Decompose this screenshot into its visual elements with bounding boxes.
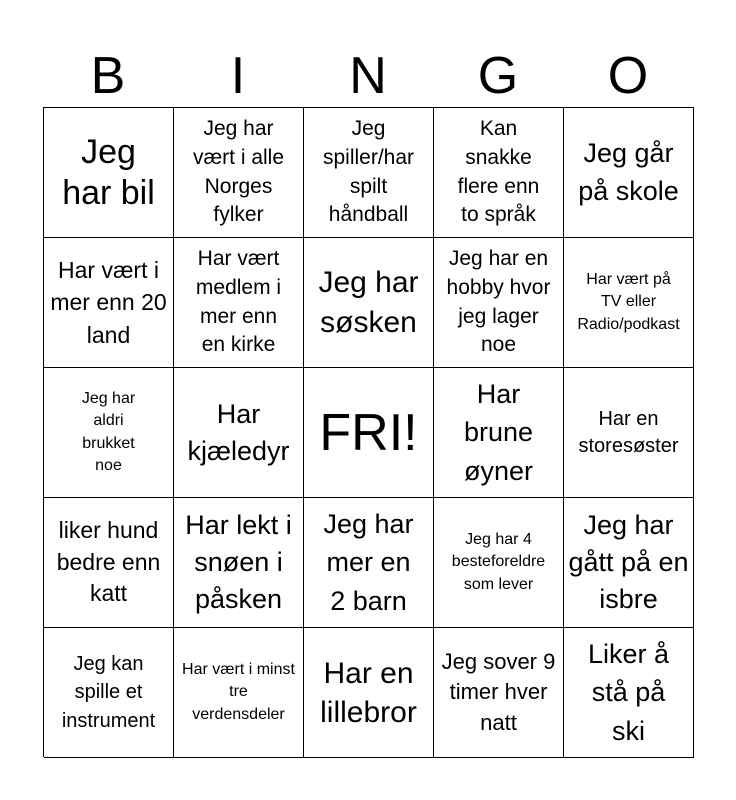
bingo-cell[interactable] <box>304 498 434 628</box>
bingo-cell[interactable] <box>564 238 694 368</box>
cell-text: Har vært medlem i mer enn en kirke <box>195 246 282 357</box>
cell-text: Jeg har mer en 2 barn <box>323 509 414 616</box>
bingo-cell[interactable] <box>174 628 304 758</box>
cell-text: Jeg har gått på en isbre <box>568 509 689 615</box>
cell-text: Har brune øyner <box>463 379 534 486</box>
bingo-cell[interactable] <box>44 498 174 628</box>
cell-text: Har en lillebror <box>320 656 417 729</box>
bingo-cell[interactable] <box>44 108 174 238</box>
bingo-cell[interactable] <box>44 238 174 368</box>
bingo-cell[interactable] <box>434 238 564 368</box>
cell-text: Jeg spiller/har spilt håndball <box>322 116 415 227</box>
cell-text: Jeg har søsken <box>318 265 419 339</box>
bingo-cell[interactable] <box>564 498 694 628</box>
cell-text: Jeg har bil <box>62 133 155 212</box>
cell-text: Jeg kan spille et instrument <box>61 652 156 732</box>
bingo-cell[interactable] <box>304 628 434 758</box>
bingo-cell[interactable] <box>44 368 174 498</box>
bingo-cell[interactable] <box>564 108 694 238</box>
cell-text: Har vært i mer enn 20 land <box>50 257 167 348</box>
bingo-cell[interactable] <box>434 498 564 628</box>
cell-text: Jeg har vært i alle Norges fylker <box>192 116 285 227</box>
bingo-cell-free[interactable] <box>304 368 434 498</box>
header-letter-g: G <box>477 47 519 105</box>
bingo-board <box>43 107 694 757</box>
header-letter-i: I <box>230 47 246 105</box>
cell-text: Har vært i minst tre verdensdeler <box>182 660 295 723</box>
bingo-cell[interactable] <box>564 368 694 498</box>
cell-text: Jeg har aldri brukket noe <box>81 389 136 474</box>
header-letter-o: O <box>607 47 649 105</box>
header-letter-n: N <box>349 47 387 105</box>
cell-text: Har en storesøster <box>578 407 679 457</box>
bingo-cell[interactable] <box>564 628 694 758</box>
cell-text: Jeg har en hobby hvor jeg lager noe <box>446 246 551 357</box>
cell-text: Har vært på TV eller Radio/podkast <box>577 270 680 333</box>
bingo-header <box>43 44 693 108</box>
cell-text: Jeg sover 9 timer hver natt <box>441 648 556 735</box>
bingo-cell[interactable] <box>174 108 304 238</box>
bingo-cell[interactable] <box>434 628 564 758</box>
bingo-cell[interactable] <box>174 368 304 498</box>
cell-text: Jeg har 4 besteforeldre som lever <box>451 530 546 593</box>
cell-text: Har kjæledyr <box>187 399 290 466</box>
cell-text: liker hund bedre enn katt <box>56 516 161 607</box>
header-letter-b: B <box>90 47 126 105</box>
bingo-cell[interactable] <box>174 498 304 628</box>
cell-text: Har lekt i snøen i påsken <box>185 509 292 615</box>
bingo-cell[interactable] <box>434 368 564 498</box>
cell-text: Kan snakke flere enn to språk <box>457 116 540 227</box>
bingo-cell[interactable] <box>174 238 304 368</box>
cell-text: Jeg går på skole <box>578 137 679 206</box>
cell-text: Liker å stå på ski <box>587 639 670 746</box>
bingo-cell[interactable] <box>434 108 564 238</box>
bingo-cell[interactable] <box>44 628 174 758</box>
free-space-text: FRI! <box>319 403 418 462</box>
bingo-cell[interactable] <box>304 238 434 368</box>
bingo-cell[interactable] <box>304 108 434 238</box>
